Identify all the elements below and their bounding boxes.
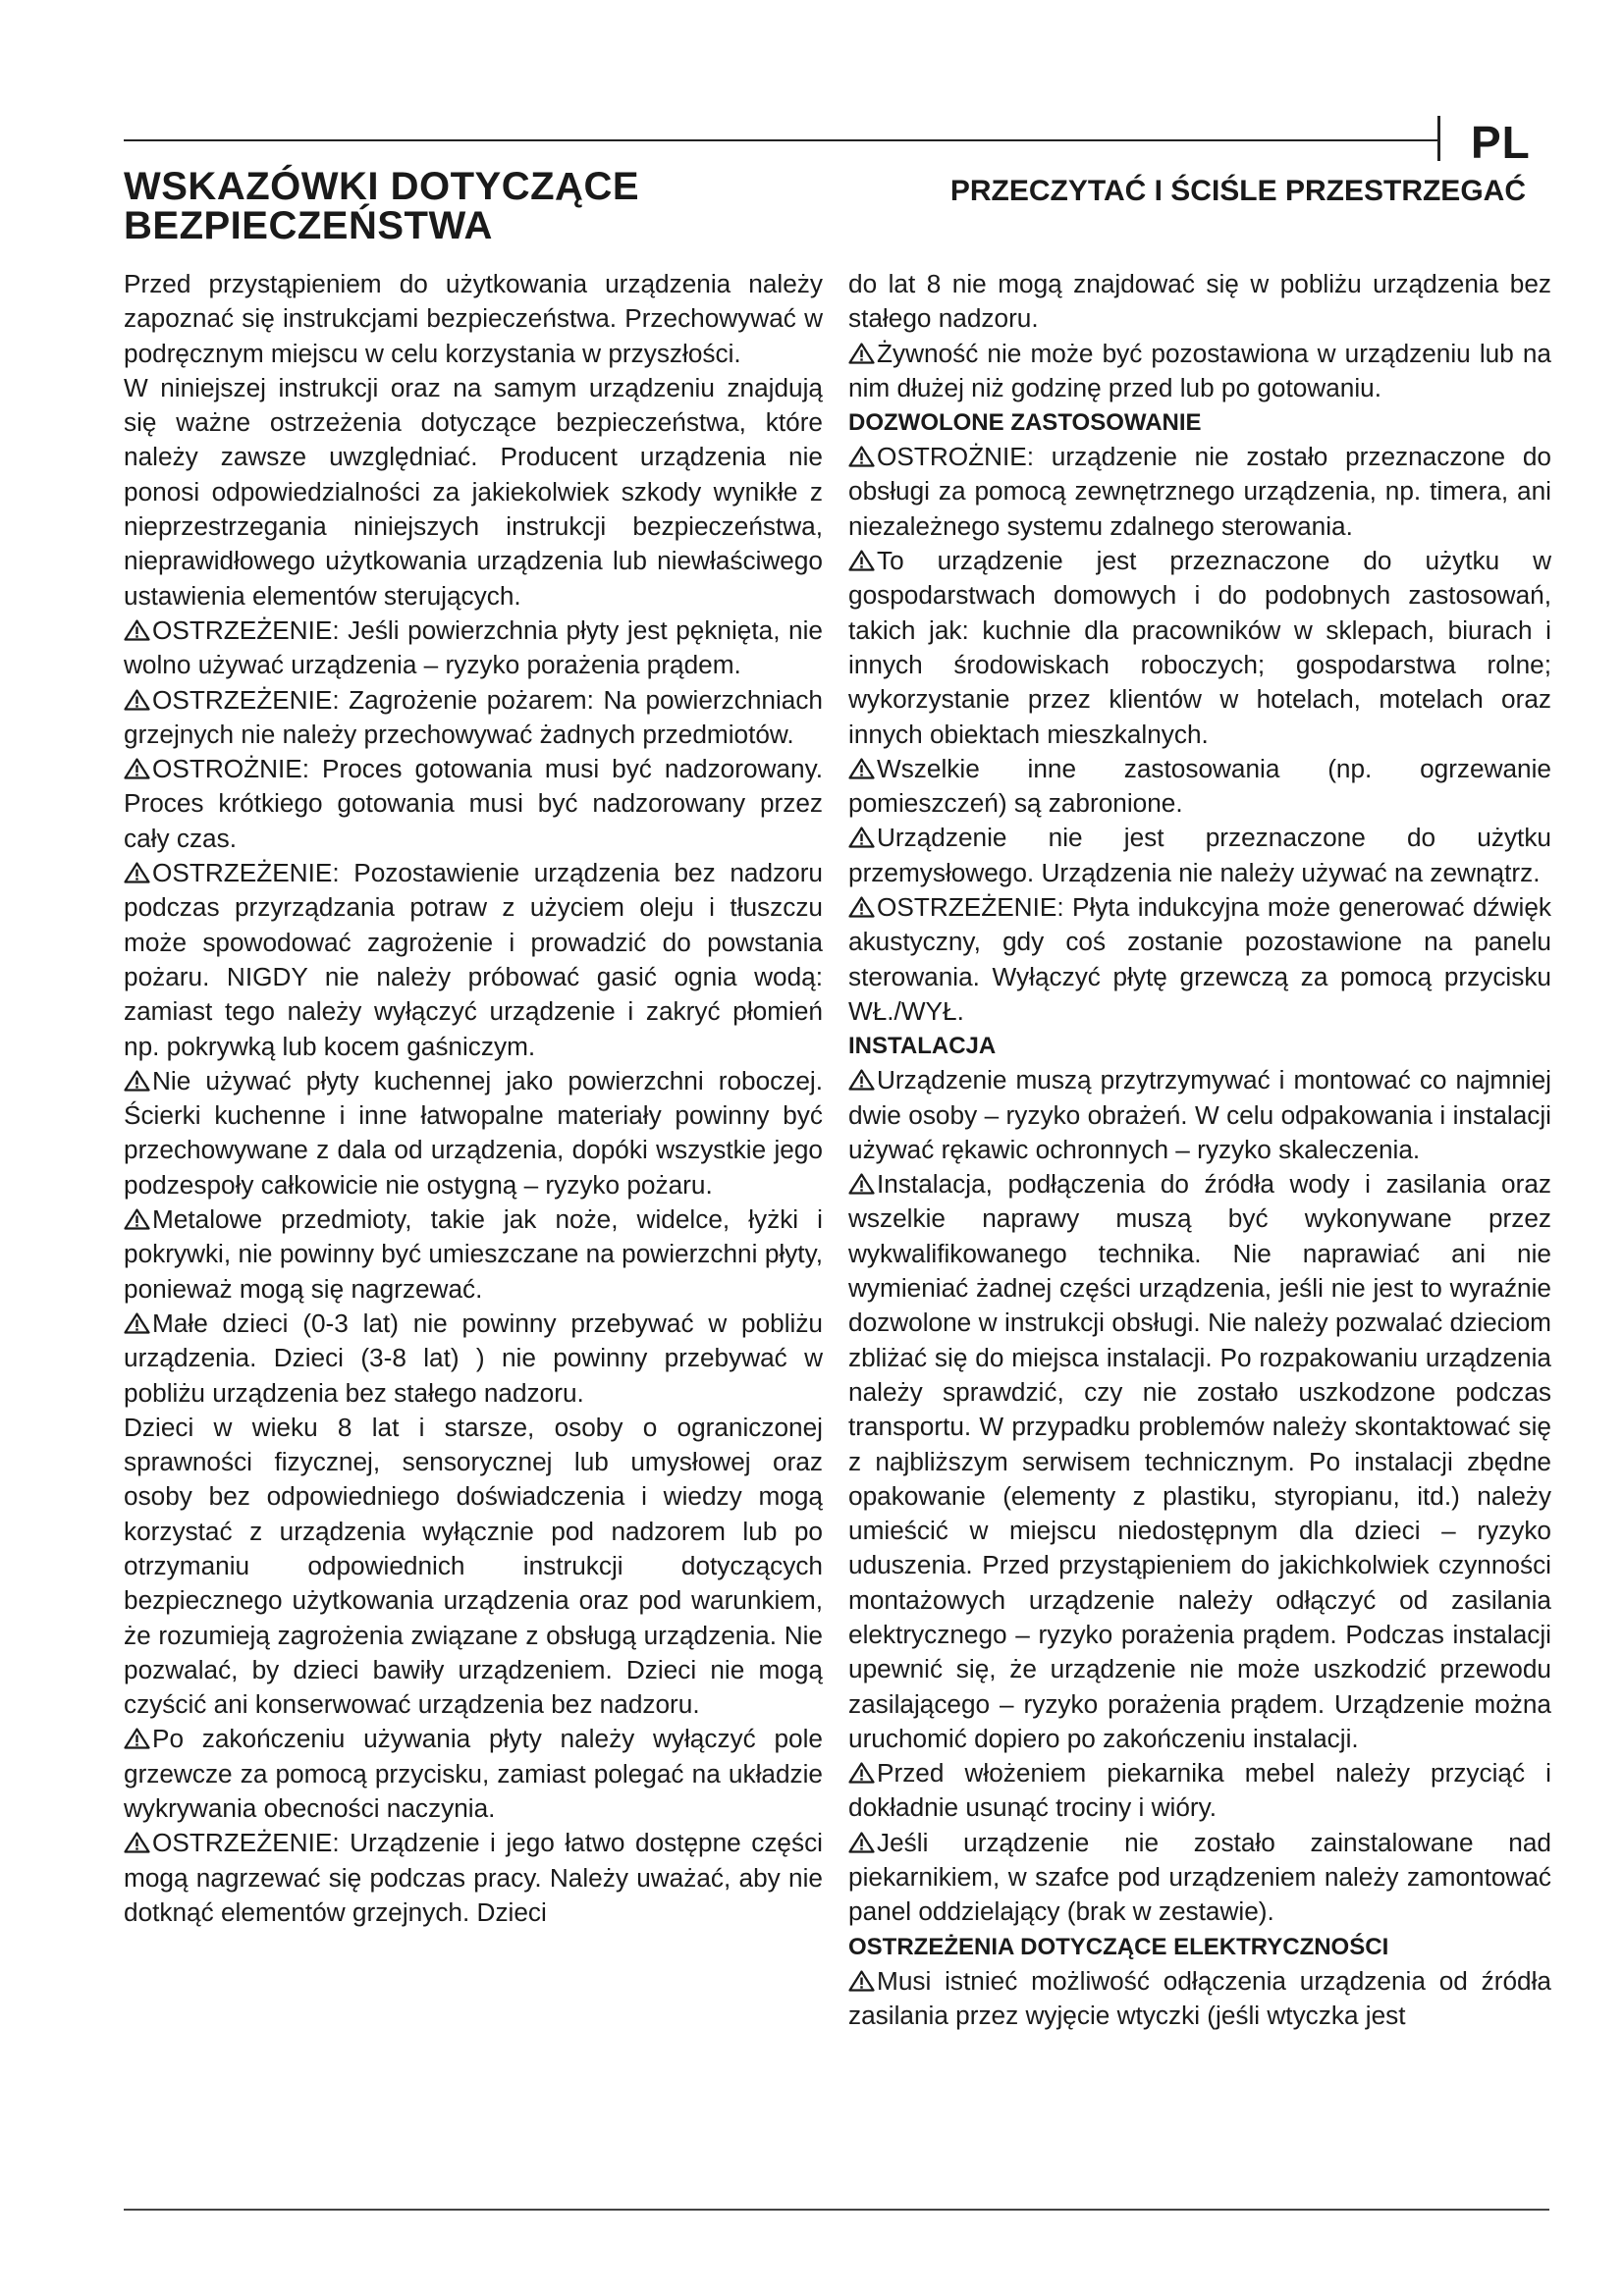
warning-text: Przed włożeniem piekarnika mebel należy przyciąć i dokładnie usunąć trociny i wióry. (848, 1758, 1551, 1823)
warning-icon (124, 1208, 150, 1230)
warning-paragraph (848, 1826, 1551, 1930)
warning-paragraph (848, 544, 1551, 752)
paragraph: Dzieci w wieku 8 lat i starsze, osoby o ograniczonej sprawności fizycznej, sensorycznej lub umysłowej oraz osoby bez odpowiedniego doświadczenia i wiedzy mogą korzystać z urządzenia wyłącznie pod nadzorem lub po otrzymaniu odpowiednich instrukcji dotyczących bezpiecznego użytkowania urządzenia oraz pod warunkiem, że rozumieją zagrożenia związane z obsługą urządzenia. Nie pozwalać, by dzieci bawiły urządzeniem. Dzieci nie mogą czyścić ani konserwować urządzenia bez nadzoru. (124, 1412, 823, 1720)
page-title-line-1: WSKAZÓWKI DOTYCZĄCE (124, 165, 640, 208)
header-rule-tick (1437, 116, 1440, 161)
warning-icon (124, 1728, 150, 1749)
warning-icon (848, 1762, 875, 1784)
warning-icon (124, 758, 150, 779)
warning-text: Nie używać płyty kuchennej jako powierzchni roboczej. Ścierki kuchenne i inne łatwopalne materiały powinny być przechowywane z dala od urządzenia, dopóki wszystkie jego podzespoły całkowicie nie ostygną – ryzyko pożaru. (124, 1065, 823, 1200)
warning-paragraph (848, 752, 1551, 822)
warning-text: Instalacja, podłączenia do źródła wody i zasilania oraz wszelkie naprawy muszą być wykonywane przez wykwalifikowanego technika. Nie naprawiać ani nie wymieniać żadnej części urządzenia, jeśli nie jest to wyraźnie dozwolone w instrukcji obsługi. Nie należy pozwalać dzieciom zbliżać się do miejsca instalacji. Po rozpakowaniu urządzenia należy sprawdzić, czy nie zostało uszkodzone podczas transportu. W przypadku problemów należy skontaktować się z najbliższym serwisem technicznym. Po instalacji zbędne opakowanie (elementy z plastiku, styropianu, itd.) należy umieścić w miejscu niedostępnym dla dzieci – ryzyko uduszenia. Przed przystąpieniem do jakichkolwiek czynności montażowych urządzenie należy odłączyć od zasilania elektrycznego – ryzyko porażenia prądem. Podczas instalacji upewnić się, że urządzenie nie może uszkodzić przewodu zasilającego – ryzyko porażenia prądem. Urządzenie można uruchomić dopiero po zakończeniu instalacji. (848, 1169, 1551, 1753)
warning-text: OSTRZEŻENIE: Pozostawienie urządzenia bez nadzoru podczas przyrządzania potraw z użyciem oleju i tłuszczu może spowodować zagrożenie i prowadzić do powstania pożaru. NIGDY nie należy próbować gasić ognia wodą: zamiast tego należy wyłączyć urządzenie i zakryć płomień np. pokrywką lub kocem gaśniczym. (124, 858, 823, 1061)
warning-text: Urządzenie nie jest przeznaczone do użytku przemysłowego. Urządzenia nie należy używać na zewnątrz. (848, 823, 1551, 887)
right-column (848, 267, 1551, 2033)
paragraph: do lat 8 nie mogą znajdować się w pobliżu urządzenia bez stałego nadzoru. (848, 269, 1551, 334)
language-code: PL (1471, 117, 1531, 168)
warning-icon (848, 1970, 875, 1992)
page-title (124, 167, 639, 245)
warning-icon (848, 1069, 875, 1091)
warning-paragraph (124, 1826, 823, 1930)
section-heading: DOZWOLONE ZASTOSOWANIE (848, 409, 1202, 437)
page-subtitle: PRZECZYTAĆ I ŚCIŚLE PRZESTRZEGAĆ (949, 175, 1526, 207)
page-title-line-2: BEZPIECZEŃSTWA (124, 204, 493, 247)
warning-text: Musi istnieć możliwość odłączenia urządzenia od źródła zasilania przez wyjęcie wtyczki (jeśli wtyczka jest (848, 1965, 1551, 2030)
warning-paragraph (124, 1064, 823, 1202)
warning-icon (848, 550, 875, 571)
warning-text: OSTRZEŻENIE: Zagrożenie pożarem: Na powierzchniach grzejnych nie należy przechowywać żadnych przedmiotów. (124, 684, 823, 749)
warning-paragraph (124, 752, 823, 856)
warning-paragraph (848, 890, 1551, 1029)
warning-paragraph (848, 1756, 1551, 1826)
warning-text: Urządzenie muszą przytrzymywać i montować co najmniej dwie osoby – ryzyko obrażeń. W celu odpakowania i instalacji używać rękawic ochronnych – ryzyko skaleczenia. (848, 1065, 1551, 1164)
warning-icon (124, 1070, 150, 1092)
warning-icon (848, 758, 875, 779)
warning-text: Małe dzieci (0-3 lat) nie powinny przebywać w pobliżu urządzenia. Dzieci (3-8 lat) ) nie powinny przebywać w pobliżu urządzenia bez stałego nadzoru. (124, 1308, 823, 1408)
warning-icon (848, 1832, 875, 1853)
warning-text: Metalowe przedmioty, takie jak noże, widelce, łyżki i pokrywki, nie powinny być umieszczane na powierzchni płyty, ponieważ mogą się nagrzewać. (124, 1204, 823, 1304)
warning-icon (848, 343, 875, 364)
warning-paragraph (124, 614, 823, 683)
warning-paragraph (848, 821, 1551, 890)
warning-text: OSTRZEŻENIE: Płyta indukcyjna może generować dźwięk akustyczny, gdy coś zostanie pozostawione na panelu sterowania. Wyłączyć płytę grzewczą za pomocą przycisku WŁ./WYŁ. (848, 892, 1551, 1026)
paragraph: W niniejszej instrukcji oraz na samym urządzeniu znajdują się ważne ostrzeżenia dotyczące bezpieczeństwa, które należy zawsze uwzględniać. Producent urządzenia nie ponosi odpowiedzialności za jakiekolwiek szkody wynikłe z nieprzestrzegania niniejszych instrukcji bezpieczeństwa, nieprawidłowego użytkowania urządzenia lub niewłaściwego ustawienia elementów sterujących. (124, 372, 823, 611)
warning-icon (848, 1173, 875, 1195)
paragraph: Przed przystąpieniem do użytkowania urządzenia należy zapoznać się instrukcjami bezpieczeństwa. Przechowywać w podręcznym miejscu w celu korzystania w przyszłości. (124, 269, 823, 368)
warning-paragraph (848, 1964, 1551, 2034)
warning-paragraph (848, 440, 1551, 544)
warning-paragraph (124, 1307, 823, 1411)
warning-icon (124, 1312, 150, 1334)
warning-icon (124, 1832, 150, 1853)
warning-paragraph (848, 337, 1551, 406)
warning-icon (124, 619, 150, 641)
section-heading: INSTALACJA (848, 1033, 997, 1060)
warning-icon (124, 862, 150, 883)
warning-icon (848, 827, 875, 848)
warning-paragraph (124, 856, 823, 1064)
warning-paragraph (124, 683, 823, 753)
warning-paragraph (848, 1063, 1551, 1167)
footer-rule (124, 2209, 1549, 2211)
warning-text: Wszelkie inne zastosowania (np. ogrzewanie pomieszczeń) są zabronione. (848, 753, 1551, 819)
warning-paragraph (124, 1722, 823, 1826)
warning-text: Żywność nie może być pozostawiona w urządzeniu lub na nim dłużej niż godzinę przed lub po gotowaniu. (848, 338, 1551, 402)
header-rule (124, 139, 1437, 141)
warning-text: OSTROŻNIE: urządzenie nie zostało przeznaczone do obsługi za pomocą zewnętrznego urządzenia, np. timera, ani niezależnego systemu zdalnego sterowania. (848, 442, 1551, 541)
warning-icon (124, 689, 150, 711)
warning-paragraph (124, 1202, 823, 1307)
warning-icon (848, 446, 875, 467)
warning-text: Jeśli urządzenie nie zostało zainstalowane nad piekarnikiem, w szafce pod urządzeniem należy zamontować panel oddzielający (brak w zestawie). (848, 1827, 1551, 1927)
left-column (124, 267, 823, 1930)
warning-text: Po zakończeniu używania płyty należy wyłączyć pole grzewcze za pomocą przycisku, zamiast polegać na układzie wykrywania obecności naczynia. (124, 1724, 823, 1824)
section-heading: OSTRZEŻENIA DOTYCZĄCE ELEKTRYCZNOŚCI (848, 1933, 1389, 1960)
warning-text: OSTRZEŻENIE: Jeśli powierzchnia płyty jest pęknięta, nie wolno używać urządzenia – ryzyko porażenia prądem. (124, 614, 823, 680)
warning-icon (848, 896, 875, 918)
warning-text: To urządzenie jest przeznaczone do użytku w gospodarstwach domowych i do podobnych zastosowań, takich jak: kuchnie dla pracowników w sklepach, biurach i innych środowiskach roboczych; gospodarstwa rolne; wykorzystanie przez klientów w hotelach, motelach oraz innych obiektach mieszkalnych. (848, 546, 1551, 749)
warning-text: OSTRZEŻENIE: Urządzenie i jego łatwo dostępne części mogą nagrzewać się podczas pracy. Należy uważać, aby nie dotknąć elementów grzejnych. Dzieci (124, 1828, 823, 1927)
warning-text: OSTROŻNIE: Proces gotowania musi być nadzorowany. Proces krótkiego gotowania musi być nadzorowany przez cały czas. (124, 754, 823, 853)
warning-paragraph (848, 1167, 1551, 1756)
